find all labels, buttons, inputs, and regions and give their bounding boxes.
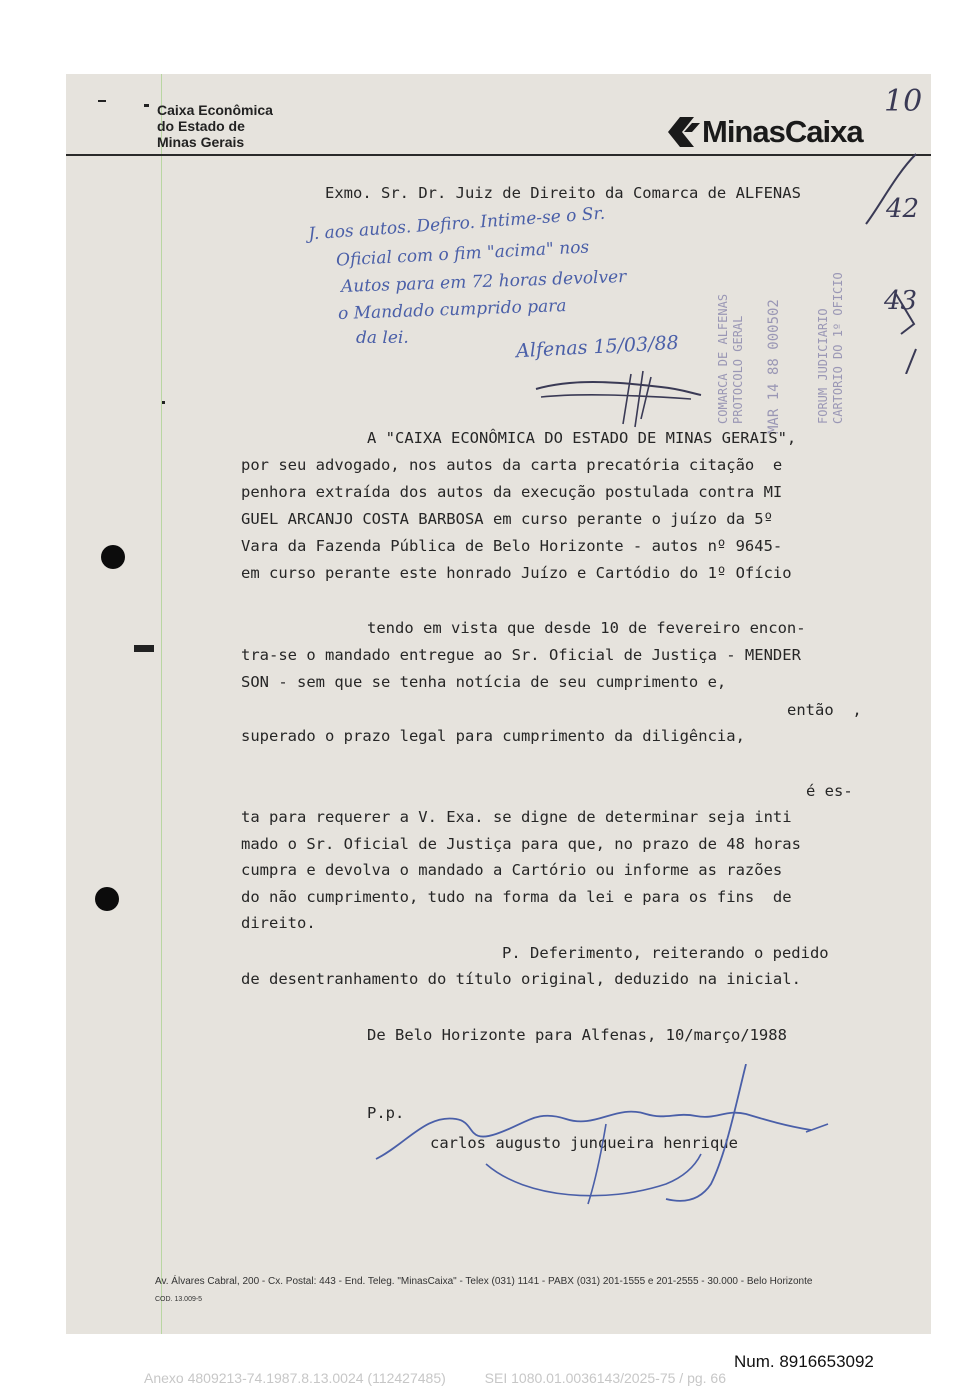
protocol-stamp-line: CARTORIO DO 1º OFICIO <box>831 272 845 424</box>
bank-name-line: do Estado de <box>157 118 245 134</box>
handwritten-line: da lei. <box>356 328 409 348</box>
margin-checks <box>856 134 926 374</box>
annex-reference: Anexo 4809213-74.1987.8.13.0024 (112427485) SEI 1080.01.0036143/2025-75 / pg. 66 <box>144 1370 726 1386</box>
punch-hole <box>95 887 119 911</box>
body-line: por seu advogado, nos autos da carta precatória citação e <box>241 456 783 474</box>
body-line: Vara da Fazenda Pública de Belo Horizonte - autos nº 9645- <box>241 537 783 555</box>
addressee: Exmo. Sr. Dr. Juiz de Direito da Comarca de ALFENAS <box>325 184 801 202</box>
body-line: tra-se o mandado entregue ao Sr. Oficial de Justiça - MENDER <box>241 646 801 664</box>
bank-name <box>157 102 273 150</box>
protocol-stamp-line: COMARCA DE ALFENAS <box>716 293 730 424</box>
body-line: do não cumprimento, tudo na forma da lei e para os fins de <box>241 888 792 906</box>
handwritten-line: J. aos autos. Defiro. Intime-se o Sr. <box>307 203 606 245</box>
handwritten-line: Autos para em 72 horas devolver <box>340 267 627 297</box>
bank-name-line: Caixa Econômica <box>157 102 273 118</box>
body-line: A "CAIXA ECONÔMICA DO ESTADO DE MINAS GERAIS", <box>367 429 797 447</box>
pp-label: P.p. <box>367 1104 405 1122</box>
body-line: tendo em vista que desde 10 de fevereiro encon- <box>367 619 806 637</box>
body-line: SON - sem que se tenha notícia de seu cumprimento e, <box>241 673 727 691</box>
page-number: Num. 8916653092 <box>734 1352 874 1371</box>
minascaixa-logo-icon <box>668 117 702 147</box>
margin-mark: 43 <box>884 286 918 316</box>
margin-mark: 10 <box>884 84 923 119</box>
body-line: penhora extraída dos autos da execução postulada contra MI <box>241 483 783 501</box>
footer-code: COD. 13.009-5 <box>155 1296 203 1303</box>
scan-mark <box>162 401 165 404</box>
footer-address: Av. Álvares Cabral, 200 - Cx. Postal: 443 - End. Teleg. "MinasCaixa" - Telex (031) 1141 - PABX (031) 201-1555 e 201-2555 - 30.000 - Belo Horizonte <box>155 1276 813 1287</box>
body-line: P. Deferimento, reiterando o pedido <box>502 944 829 962</box>
body-line: direito. <box>241 914 316 932</box>
body-line: cumpra e devolva o mandado a Cartório ou informe as razões <box>241 861 783 879</box>
handwritten-date: Alfenas 15/03/88 <box>515 331 680 363</box>
body-line: superado o prazo legal para cumprimento da diligência, <box>241 727 745 745</box>
scan-mark <box>134 645 154 652</box>
scan-mark <box>144 104 149 107</box>
body-line: é es- <box>806 782 853 800</box>
body-line: de desentranhamento do título original, deduzido na inicial. <box>241 970 801 988</box>
protocol-stamp-line: PROTOCOLO GERAL <box>731 315 745 424</box>
body-line: GUEL ARCANJO COSTA BARBOSA em curso perante o juízo da 5º <box>241 510 773 528</box>
handwritten-line: Oficial com o fim "acima" nos <box>335 237 590 271</box>
document-sheet <box>66 74 931 1334</box>
protocol-stamp-line: FORUM JUDICIARIO <box>816 308 830 424</box>
scan-mark <box>98 100 106 102</box>
fold-line <box>161 74 162 1334</box>
protocol-stamp-number: MAR 14 88 000502 <box>766 299 782 434</box>
body-line: então , <box>787 701 862 719</box>
lawyer-signature <box>366 1064 836 1214</box>
handwritten-line: o Mandado cumprido para <box>337 296 567 324</box>
margin-mark: 42 <box>886 194 920 224</box>
body-line: ta para requerer a V. Exa. se digne de determinar seja inti <box>241 808 792 826</box>
signatory-name: carlos augusto junqueira henrique <box>430 1134 738 1152</box>
place-date: De Belo Horizonte para Alfenas, 10/março/1988 <box>367 1026 787 1044</box>
bank-name-line: Minas Gerais <box>157 134 245 150</box>
judge-signature <box>531 369 711 429</box>
punch-hole <box>101 545 125 569</box>
body-line: mado o Sr. Oficial de Justiça para que, no prazo de 48 horas <box>241 835 801 853</box>
body-line: em curso perante este honrado Juízo e Cartódio do 1º Ofício <box>241 564 792 582</box>
header-rule <box>66 154 931 156</box>
minascaixa-logo <box>668 112 863 152</box>
logo-text: MinasCaixa <box>702 114 863 149</box>
